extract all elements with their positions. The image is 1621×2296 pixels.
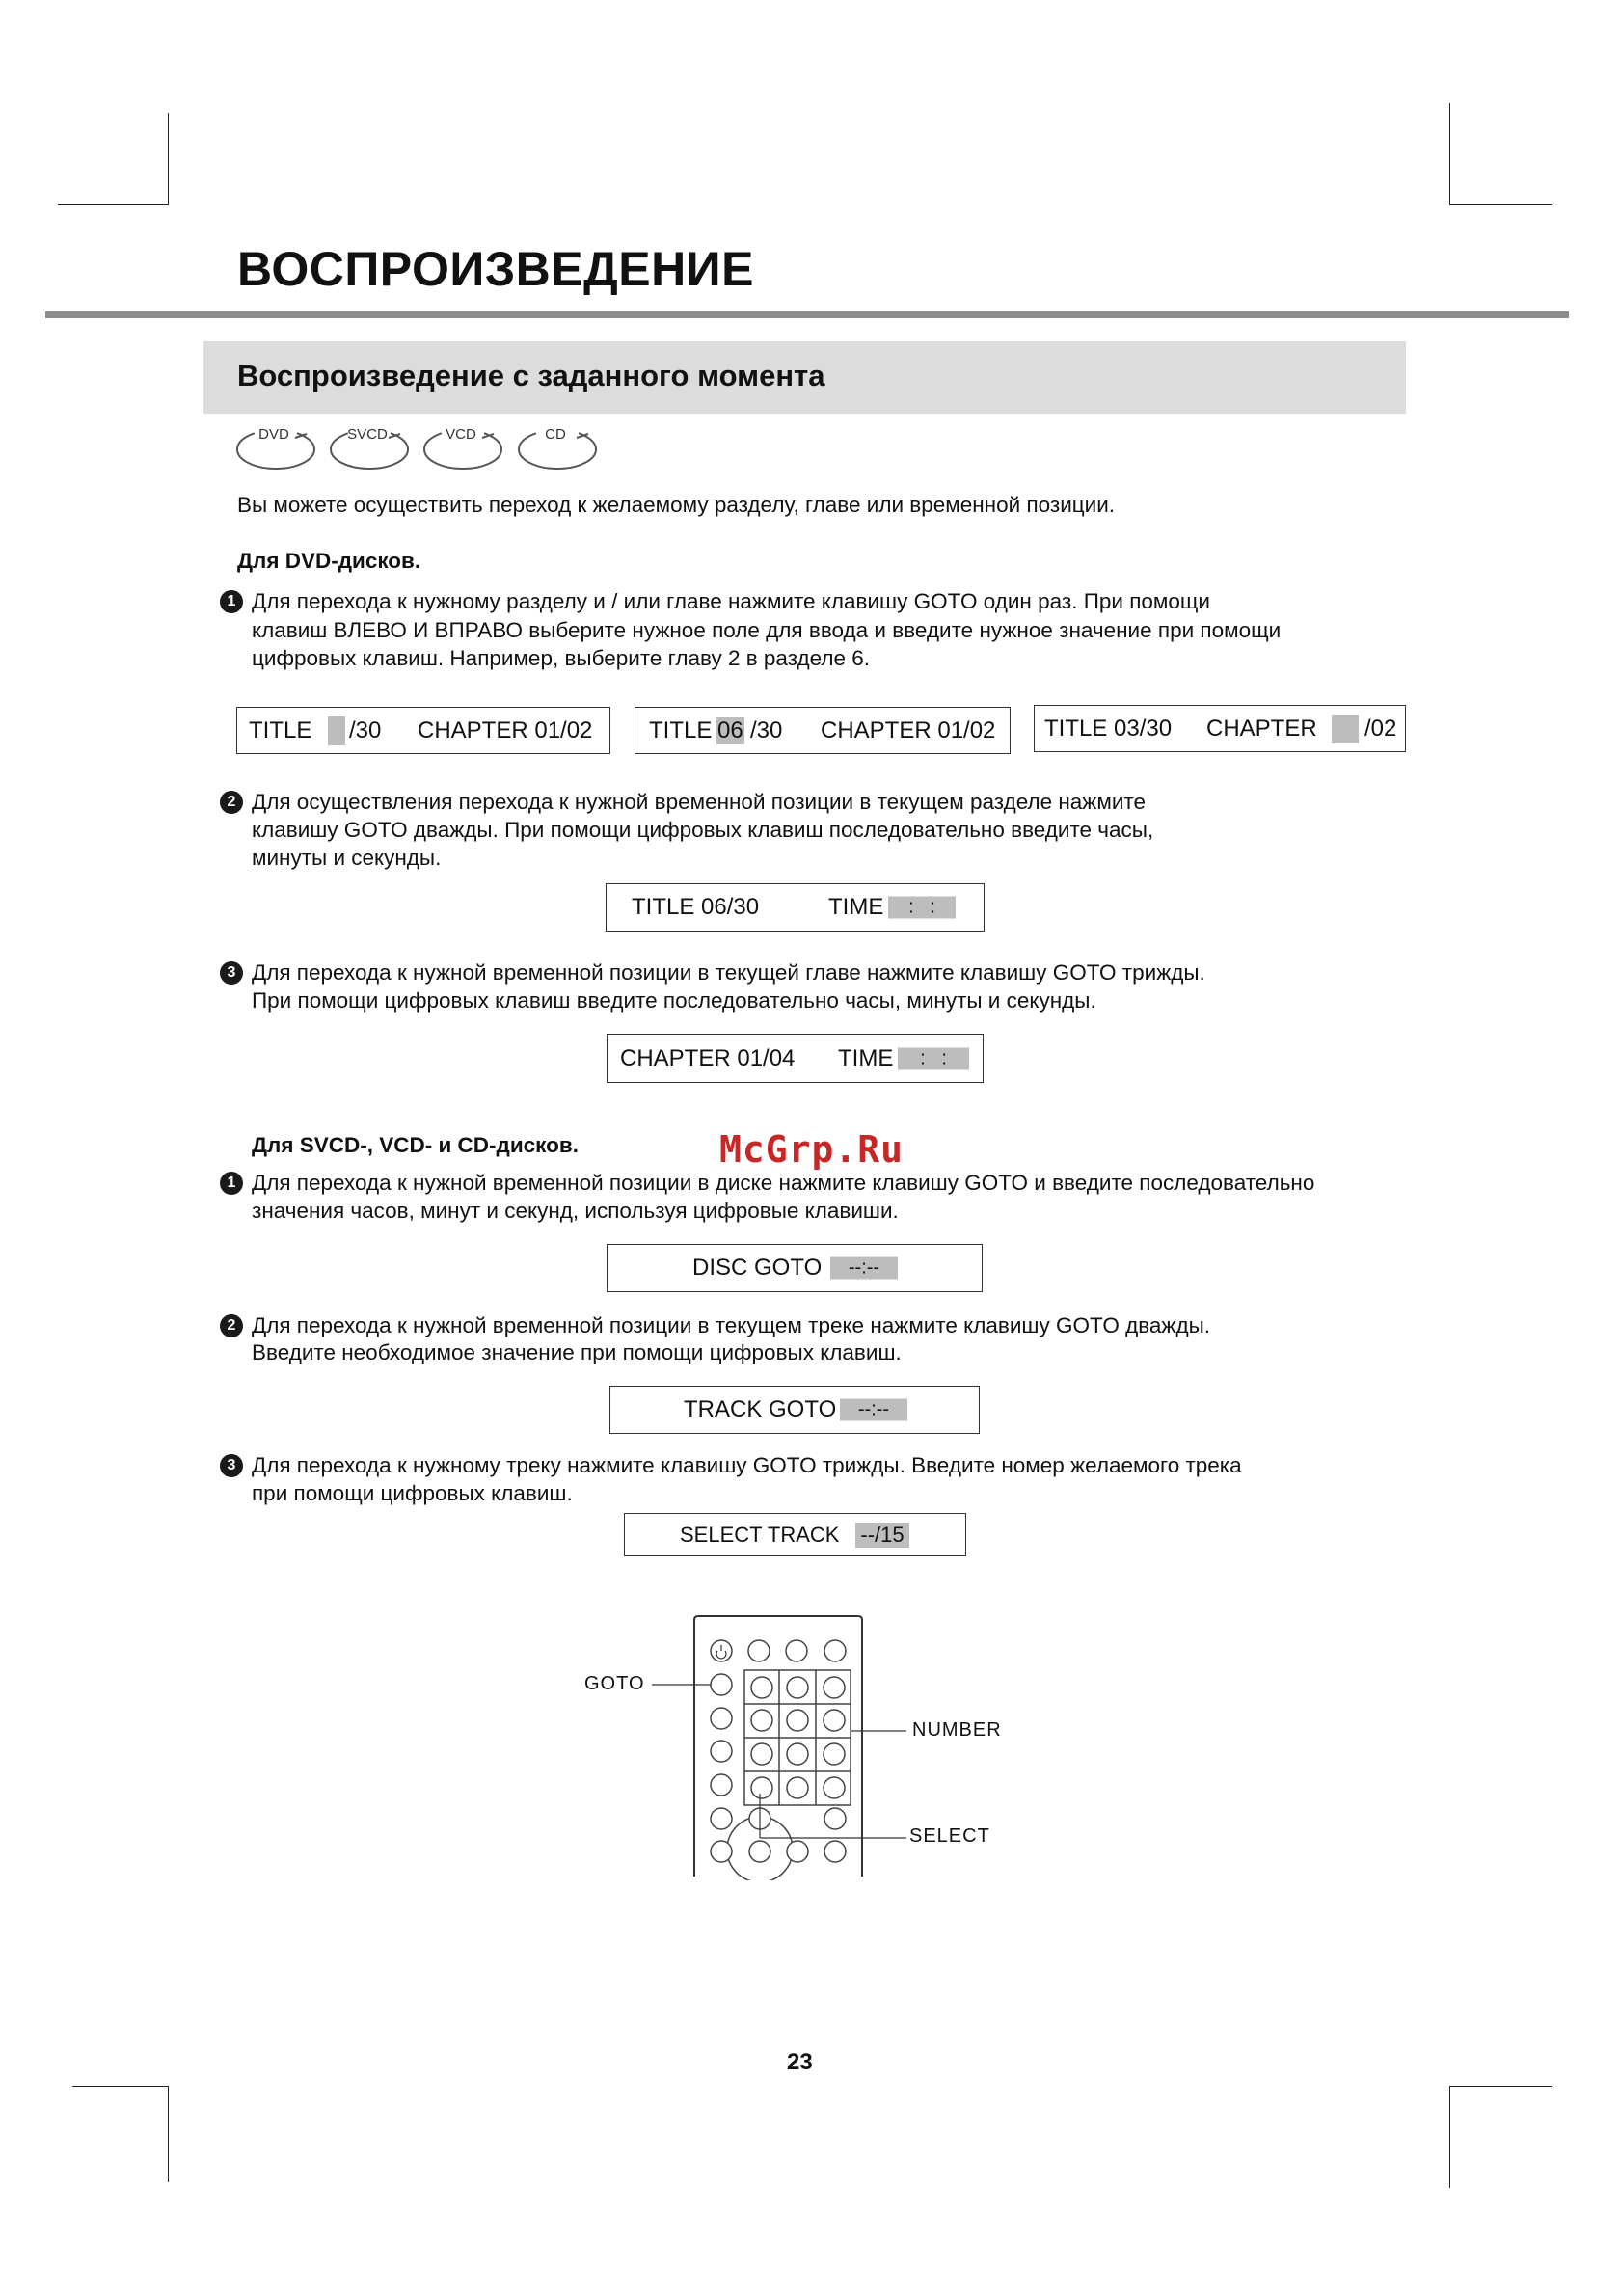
dvd-step3-line: Для перехода к нужной временной позиции в текущей главе нажмите клавишу GOTO трижды. [252, 960, 1205, 985]
step-number-badge: 3 [220, 961, 243, 985]
osd-disc-goto-display [607, 1244, 983, 1292]
svcd-disc-icon [329, 424, 414, 474]
vcd-step1-line: Для перехода к нужной временной позиции в диске нажмите клавишу GOTO и введите последовательно [252, 1171, 1315, 1195]
osd-title-label: TITLE [249, 716, 312, 743]
step-number-badge: 2 [220, 1314, 243, 1337]
osd-disc-goto-label: DISC GOTO [692, 1255, 823, 1281]
osd-chapter-time-display [607, 1034, 984, 1083]
osd-chapter-text: CHAPTER 01/02 [418, 716, 593, 743]
osd-title-label: TITLE [649, 716, 713, 743]
disc-label: SVCD [347, 426, 388, 443]
vcd-step1-line: значения часов, минут и секунд, используя цифровые клавиши. [252, 1199, 899, 1223]
page-number: 23 [787, 2049, 813, 2075]
section-title: Воспроизведение с заданного момента [237, 359, 825, 392]
osd-time-label: TIME [828, 894, 884, 920]
vcd-disc-icon [422, 424, 507, 474]
page-title: ВОСПРОИЗВЕДЕНИЕ [237, 242, 754, 296]
vcd-step3-line: при помощи цифровых клавиш. [252, 1481, 573, 1505]
osd-input-field [1332, 715, 1359, 743]
osd-time-field: --:-- [830, 1257, 898, 1280]
osd-title-chapter-display [635, 707, 1011, 754]
dvd-step3-line: При помощи цифровых клавиш введите последовательно часы, минуты и секунды. [252, 988, 1096, 1013]
remote-select-label: SELECT [909, 1825, 990, 1847]
crop-mark [1449, 204, 1552, 205]
dvd-step2-line: Для осуществления перехода к нужной временной позиции в текущем разделе нажмите [252, 790, 1146, 814]
remote-number-label: NUMBER [912, 1719, 1002, 1741]
disc-label: DVD [258, 426, 289, 443]
intro-text: Вы можете осуществить переход к желаемому разделу, главе или временной позиции. [237, 493, 1116, 517]
osd-select-track-display [624, 1513, 966, 1556]
osd-title-chapter-display [1034, 705, 1406, 752]
disc-label: VCD [446, 426, 476, 443]
crop-mark [1449, 2086, 1450, 2188]
dvd-step1-line: цифровых клавиш. Например, выберите главу 2 в разделе 6. [252, 646, 871, 670]
osd-input-field: 06 [717, 716, 743, 743]
osd-title-text: TITLE 06/30 [632, 894, 760, 920]
watermark: McGrp.Ru [719, 1128, 905, 1171]
osd-chapter-text: CHAPTER 01/04 [620, 1044, 796, 1071]
dvd-step2-line: клавишу GOTO дважды. При помощи цифровых клавиш последовательно введите часы, [252, 818, 1154, 842]
osd-title-chapter-display [236, 707, 610, 754]
crop-mark [1449, 2086, 1552, 2087]
crop-mark [1449, 103, 1450, 205]
osd-select-track-label: SELECT TRACK [680, 1522, 840, 1547]
osd-chapter-label: CHAPTER [1206, 715, 1317, 742]
osd-title-total: /30 [349, 716, 382, 743]
osd-track-goto-display [609, 1386, 980, 1434]
vcd-step2-line: Введите необходимое значение при помощи цифровых клавиш. [252, 1340, 902, 1364]
dvd-step1-line: клавиш ВЛЕВО И ВПРАВО выберите нужное поле для ввода и введите нужное значение при помощи [252, 618, 1282, 642]
crop-mark [168, 2086, 169, 2182]
crop-mark [168, 113, 169, 205]
osd-title-time-display [606, 883, 985, 932]
step-number-badge: 1 [220, 590, 243, 613]
osd-track-field: --/15 [855, 1523, 909, 1548]
osd-time-field: : : [898, 1047, 969, 1069]
step-number-badge: 2 [220, 791, 243, 814]
crop-mark [58, 204, 169, 205]
vcd-step3-line: Для перехода к нужному треку нажмите клавишу GOTO трижды. Введите номер желаемого трека [252, 1453, 1242, 1477]
osd-title-text: TITLE 03/30 [1044, 715, 1173, 742]
disc-label: CD [545, 426, 566, 443]
osd-track-goto-label: TRACK GOTO [684, 1396, 837, 1422]
dvd-step2-line: минуты и секунды. [252, 846, 442, 870]
osd-input-field [328, 716, 345, 745]
vcd-step2-line: Для перехода к нужной временной позиции в текущем треке нажмите клавишу GOTO дважды. [252, 1313, 1211, 1337]
remote-goto-label: GOTO [584, 1673, 645, 1694]
osd-time-label: TIME [838, 1044, 894, 1071]
step-number-badge: 3 [220, 1454, 243, 1477]
osd-time-field: : : [888, 897, 956, 919]
dvd-step1-line: Для перехода к нужному разделу и / или главе нажмите клавишу GOTO один раз. При помощи [252, 589, 1210, 613]
osd-title-total: /30 [750, 716, 783, 743]
title-divider [45, 311, 1569, 318]
vcd-heading: Для SVCD-, VCD- и CD-дисков. [252, 1133, 579, 1157]
osd-chapter-text: CHAPTER 01/02 [821, 716, 996, 743]
dvd-disc-icon [235, 424, 320, 474]
cd-disc-icon [517, 424, 602, 474]
step-number-badge: 1 [220, 1172, 243, 1195]
osd-time-field: --:-- [840, 1399, 907, 1421]
dvd-heading: Для DVD-дисков. [237, 549, 421, 573]
crop-mark [72, 2086, 169, 2087]
osd-chapter-total: /02 [1364, 715, 1397, 742]
